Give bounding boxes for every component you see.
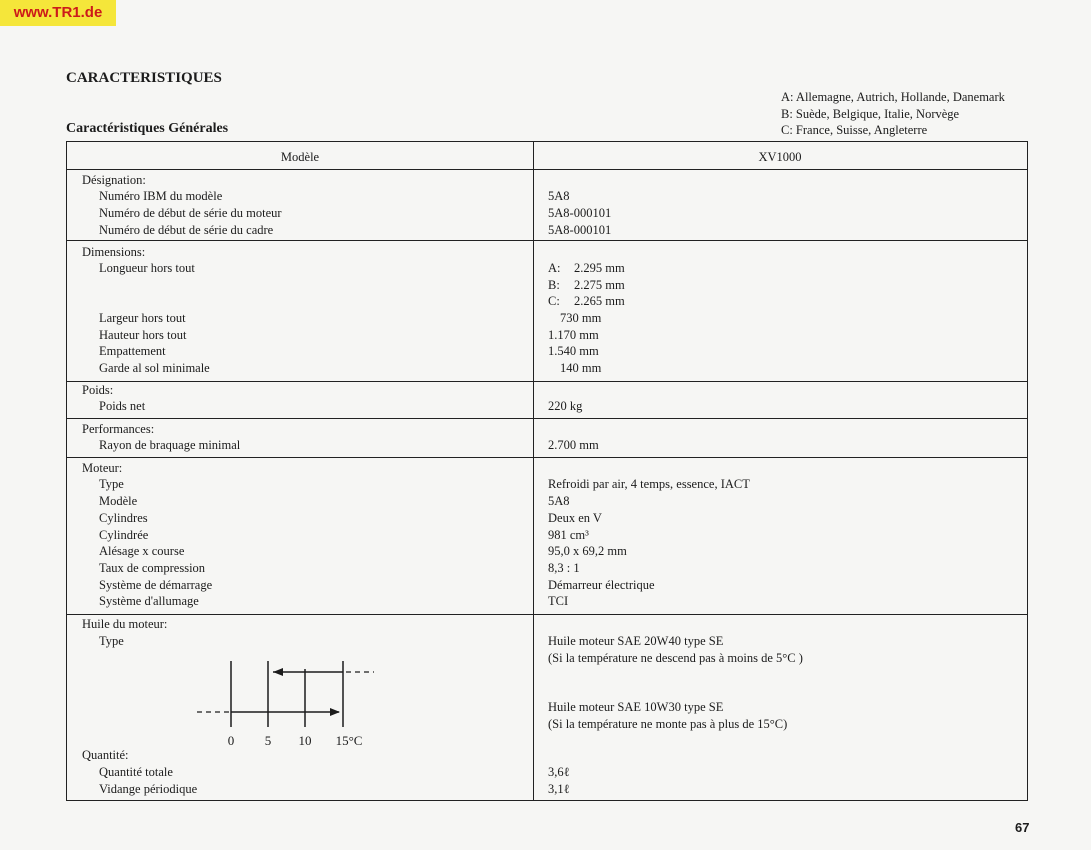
length-a-row [548, 260, 625, 276]
cylinders-label: Cylindres [99, 511, 148, 525]
engine-model-label: Modèle [99, 494, 138, 508]
length-label: Longueur hors tout [99, 261, 195, 275]
performance-title: Performances: [82, 422, 155, 436]
page-number: 67 [1015, 820, 1030, 835]
ground-clearance-value: 140 mm [560, 361, 602, 375]
engine-model-value: 5A8 [548, 494, 570, 508]
starter-label: Système de démarrage [99, 578, 213, 592]
watermark-banner: www.TR1.de [0, 0, 116, 26]
engine-type-label: Type [99, 477, 124, 491]
length-a-key: A: [548, 261, 561, 275]
section-title: Caractéristiques Générales [66, 121, 229, 136]
designation-title: Désignation: [82, 173, 146, 187]
legend-item-c: C: France, Suisse, Angleterre [781, 123, 928, 138]
bore-stroke-value: 95,0 x 69,2 mm [548, 544, 627, 558]
height-label: Hauteur hors tout [99, 328, 187, 342]
left-arrow-icon [273, 668, 283, 676]
column-header-model: Modèle [280, 150, 320, 164]
net-weight-label: Poids net [99, 399, 146, 413]
length-b-key: B: [548, 278, 560, 292]
displacement-label: Cylindrée [99, 528, 149, 542]
oil-title: Huile du moteur: [82, 617, 168, 631]
ibm-value: 5A8 [548, 189, 570, 203]
tick-label-15: 15°C [335, 733, 363, 748]
spec-table [66, 141, 1028, 801]
engine-type-value: Refroidi par air, 4 temps, essence, IACT [548, 477, 750, 491]
length-c-value: 2.265 mm [574, 294, 625, 308]
row-divider [67, 240, 1027, 241]
ignition-label: Système d'allumage [99, 594, 199, 608]
wheelbase-value: 1.540 mm [548, 344, 599, 358]
right-arrow-icon [330, 708, 340, 716]
tick-label-5: 5 [264, 733, 272, 748]
ignition-value: TCI [548, 594, 569, 608]
engine-title: Moteur: [82, 461, 123, 475]
drain-quantity-value: 3,1ℓ [548, 782, 570, 796]
cylinders-value: Deux en V [548, 511, 602, 525]
country-legend [781, 89, 1005, 139]
length-b-row [548, 277, 625, 293]
oil2-condition: (Si la température ne monte pas à plus de 15°C) [548, 717, 788, 731]
height-value: 1.170 mm [548, 328, 599, 342]
engine-serial-value: 5A8-000101 [548, 206, 612, 220]
ground-clearance-label: Garde al sol minimale [99, 361, 210, 375]
drain-quantity-label: Vidange périodique [99, 782, 198, 796]
bore-stroke-label: Alésage x course [99, 544, 185, 558]
row-divider [67, 457, 1027, 458]
oil-type-label: Type [99, 634, 124, 648]
wheelbase-label: Empattement [99, 344, 166, 358]
row-divider [67, 418, 1027, 419]
row-divider [67, 381, 1027, 382]
tick-label-10: 10 [298, 733, 312, 748]
net-weight-value: 220 kg [548, 399, 583, 413]
compression-label: Taux de compression [99, 561, 206, 575]
page-title: CARACTERISTIQUES [66, 70, 222, 86]
length-c-row [548, 293, 625, 309]
tick-label-0: 0 [227, 733, 235, 748]
ibm-label: Numéro IBM du modèle [99, 189, 223, 203]
legend-item-b: B: Suède, Belgique, Italie, Norvège [781, 106, 960, 121]
turning-radius-label: Rayon de braquage minimal [99, 438, 241, 452]
dimensions-title: Dimensions: [82, 245, 146, 259]
length-b-value: 2.275 mm [574, 278, 625, 292]
width-value: 730 mm [560, 311, 602, 325]
row-divider [67, 614, 1027, 615]
quantity-title: Quantité: [82, 748, 129, 762]
displacement-value: 981 cm³ [548, 528, 589, 542]
turning-radius-value: 2.700 mm [548, 438, 599, 452]
frame-serial-value: 5A8-000101 [548, 223, 612, 237]
starter-value: Démarreur électrique [548, 578, 655, 592]
length-c-key: C: [548, 294, 560, 308]
frame-serial-label: Numéro de début de série du cadre [99, 223, 274, 237]
column-header-xv1000: XV1000 [758, 150, 802, 164]
oil-temperature-diagram [187, 651, 377, 751]
oil2-name: Huile moteur SAE 10W30 type SE [548, 700, 724, 714]
total-quantity-label: Quantité totale [99, 765, 173, 779]
engine-serial-label: Numéro de début de série du moteur [99, 206, 282, 220]
legend-item-a: A: Allemagne, Autrich, Hollande, Danemark [781, 90, 1005, 104]
width-label: Largeur hors tout [99, 311, 186, 325]
weight-title: Poids: [82, 383, 114, 397]
oil1-name: Huile moteur SAE 20W40 type SE [548, 634, 724, 648]
compression-value: 8,3 : 1 [548, 561, 580, 575]
total-quantity-value: 3,6ℓ [548, 765, 570, 779]
length-a-value: 2.295 mm [574, 261, 625, 275]
oil1-condition: (Si la température ne descend pas à moins de 5°C ) [548, 651, 803, 665]
